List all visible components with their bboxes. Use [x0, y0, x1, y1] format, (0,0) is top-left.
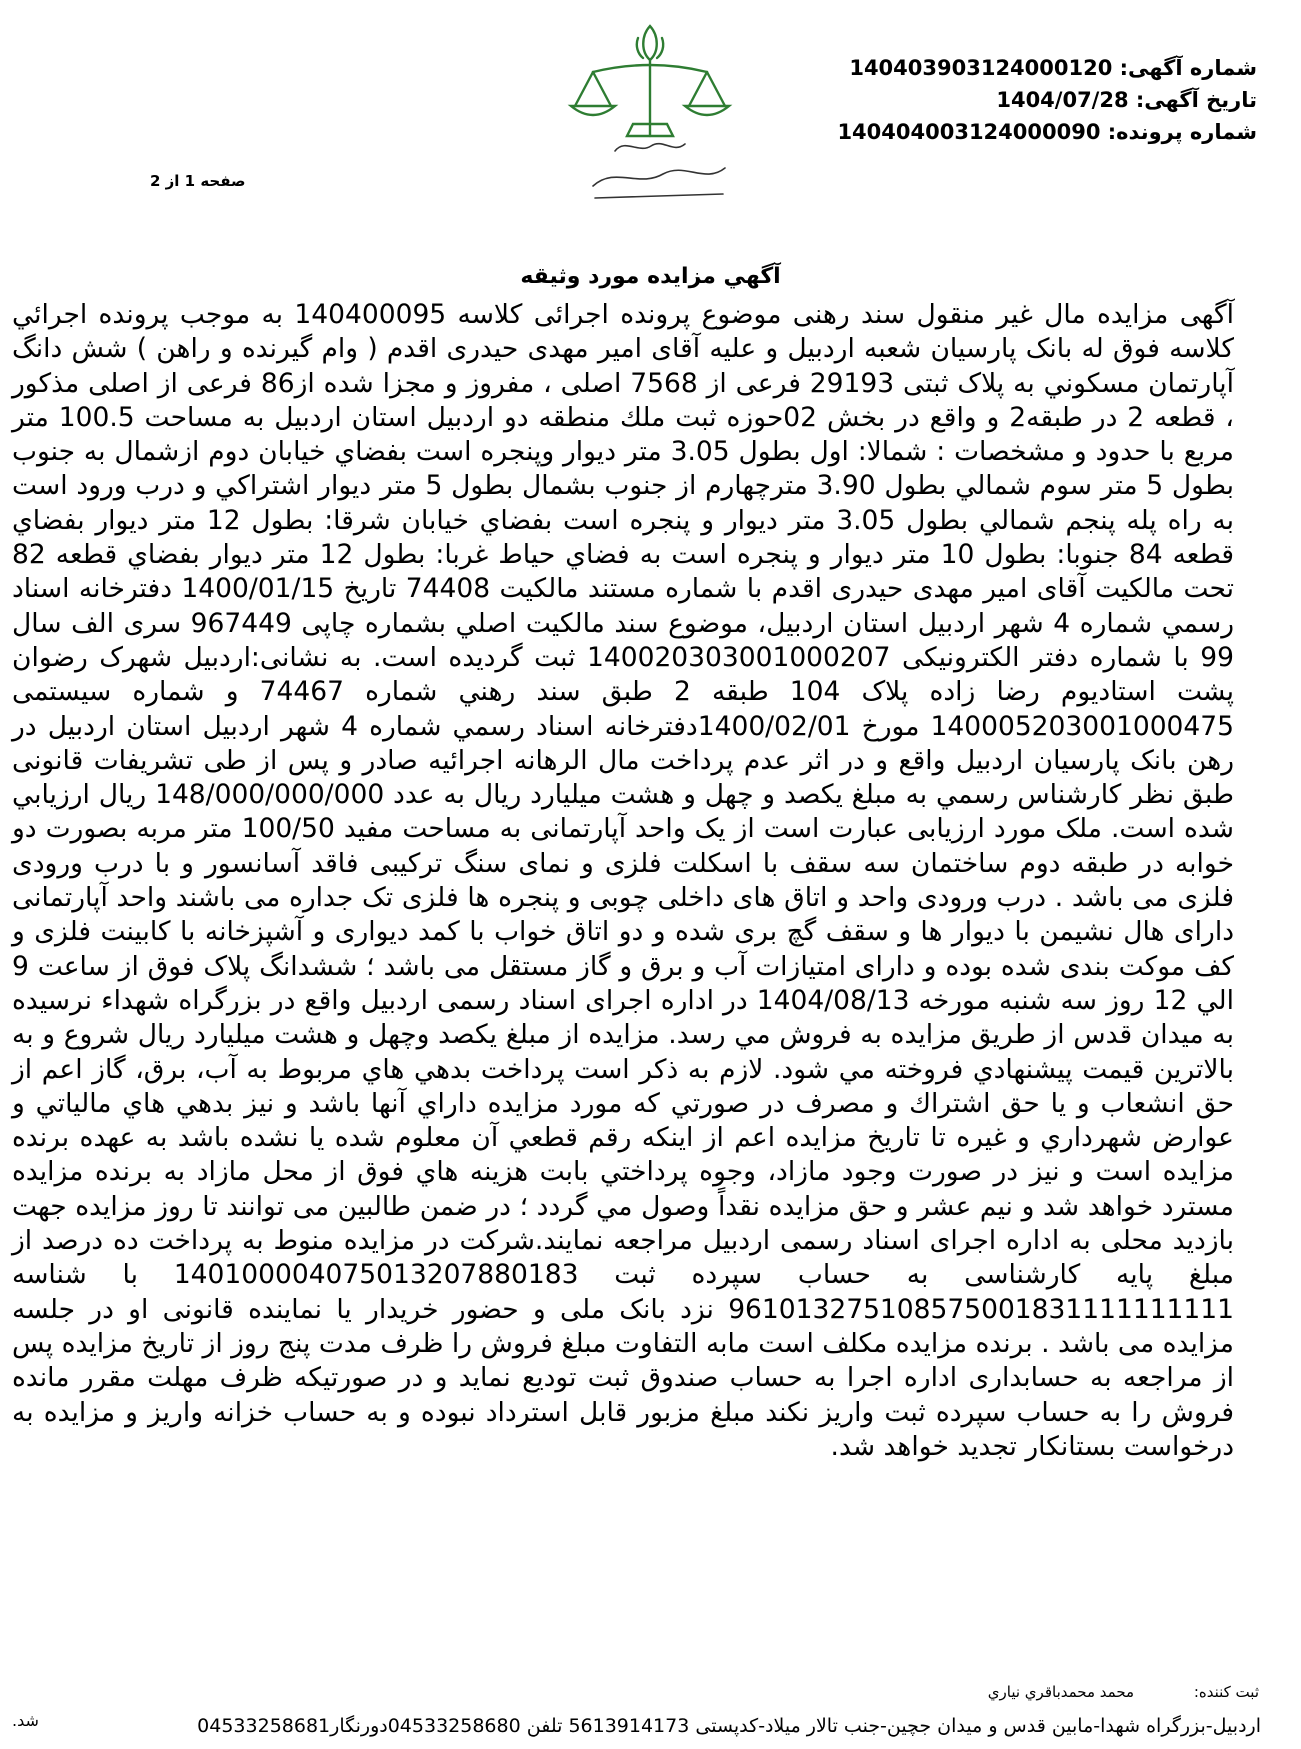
- body-paragraph: آگهی مزایده مال غیر منقول سند رهنی موضوع پرونده اجرائی کلاسه 140400095 به موجب پرونده اجرائي كلاسه فوق له بانک پارسیان شعبه اردبیل و علیه آقای امیر مهدی حیدری اقدم ( وام گیرنده و راهن ) شش دانگ آپارتمان مسکوني به پلاک ثبتی 29193 فرعی از 7568 اصلی ، مفروز و مجزا شده از86 فرعی از اصلی مذکور ، قطعه 2 در طبقه2 و واقع در بخش 02حوزه ثبت ملك منطقه دو اردبيل استان اردبيل به مساحت 100.5 متر مربع با حدود و مشخصات : شمالا: اول بطول 3.05 متر ديوار وپنجره است بفضاي خيابان دوم ازشمال به جنوب بطول 5 متر سوم شمالي بطول 3.90 مترچهارم از جنوب بشمال بطول 5 متر ديوار اشتراكي و درب ورود است به راه پله پنجم شمالي بطول 3.05 متر ديوار و پنجره است بفضاي خيابان شرقا: بطول 12 متر ديوار بفضاي قطعه 84 جنوبا: بطول 10 متر ديوار و پنجره است به فضاي حياط غربا: بطول 12 متر ديوار بفضاي قطعه 82 تحت مالكيت آقای امیر مهدی حیدری اقدم با شماره مستند مالکیت 74408 تاریخ 1400/01/15 دفترخانه اسناد رسمي شماره 4 شهر اردبيل استان اردبيل، موضوع سند مالكيت اصلي بشماره چاپی 967449 سری الف سال 99 با شماره دفتر الکترونیکی 140020303001000207 ثبت گردیده است. به نشانی:اردبيل شهرک رضوان پشت استاديوم رضا زاده پلاک 104 طبقه 2 طبق سند رهني شماره 74467 و شماره سیستمی 140005203001000475 مورخ 1400/02/01دفترخانه اسناد رسمي شماره 4 شهر اردبيل استان اردبيل در رهن بانک پارسیان اردبیل واقع و در اثر عدم پرداخت مال الرهانه اجرائيه صادر و پس از طی تشريفات قانونی طبق نظر كارشناس رسمي به مبلغ یکصد و چهل و هشت میلیارد ریال به عدد 148/000/000/000 ريال ارزيابي شده است. ملک مورد ارزیابی عبارت است از یک واحد آپارتمانی به مساحت مفید 100/50 متر مربه بصورت دو خوابه در طبقه دوم ساختمان سه سقف با اسکلت فلزی و نمای سنگ ترکیبی فاقد آسانسور و با درب ورودی فلزی می باشد . درب ورودی واحد و اتاق های داخلی چوبی و پنجره ها فلزی تک جداره می باشند واحد آپارتمانی دارای هال نشیمن با دیوار ها و سقف گچ بری شده و دو اتاق خواب با کمد دیواری و آشپزخانه با کابینت فلزی و کف موکت بندی شده بوده و دارای امتیازات آب و برق و گاز مستقل می باشد ؛ ششدانگ پلاک فوق از ساعت 9 الي 12 روز سه شنبه مورخه 1404/08/13 در اداره اجرای اسناد رسمی اردبیل واقع در بزرگراه شهداء نرسیده به میدان قدس از طريق مزايده به فروش مي رسد. مزایده از مبلغ یکصد وچهل و هشت میلیارد ریال شروع و به بالاترين قيمت پيشنهادي فروخته مي شود. لازم به ذكر است پرداخت بدهي هاي مربوط به آب، برق، گاز اعم از حق انشعاب و يا حق اشتراك و مصرف در صورتي كه مورد مزايده داراي آنها باشد و نيز بدهي هاي مالياتي و عوارض شهرداري و غيره تا تاريخ مزايده اعم از اينكه رقم قطعي آن معلوم شده يا نشده باشد به عهده برنده مزايده است و نيز در صورت وجود مازاد، وجوه پرداختي بابت هزينه هاي فوق از محل مازاد به برنده مزايده مسترد خواهد شد و نیم عشر و حق مزایده نقداً وصول مي گردد ؛ در ضمن طالبين می توانند تا روز مزایده جهت بازديد محلی به اداره اجرای اسناد رسمی اردبیل مراجعه نمایند.شرکت در مزایده منوط به پرداخت ده درصد از مبلغ پایه کارشناسی به حساب سپرده ثبت 140100004075013207880183 با شناسه 961013275108575001831111111111 نزد بانک ملی و حضور خریدار یا نماینده قانونی او در جلسه مزایده می باشد . برنده مزایده مکلف است مابه التفاوت مبلغ فروش را ظرف مدت پنج روز از تاریخ مزایده پس از مراجعه به حسابداری اداره اجرا به حساب صندوق ثبت تودیع نماید و در صورتیکه ظرف مهلت مقرر مانده فروش را به حساب سپرده ثبت واریز نکند مبلغ مزبور قابل استرداد نبوده و به حساب خزانه واریز و مزایده به درخواست بستانکار تجدید خواهد شد.: [12, 299, 1235, 1462]
- notice-number: 140403903124000120: [849, 56, 1113, 80]
- notice-number-row: [797, 52, 1257, 84]
- notice-date: 1404/07/28: [996, 88, 1129, 112]
- page-indicator: صفحه 1 از 2: [150, 172, 246, 190]
- scales-of-justice-icon: [535, 8, 765, 213]
- footer-address: اردبیل-بزرگراه شهدا-مابین قدس و میدان جچین-جنب تالار میلاد-کدپستی 5613914173 تلفن 04533258680دورنگار04533258681: [197, 1715, 1261, 1737]
- file-number: 140404003124000090: [837, 120, 1101, 144]
- document-body: [12, 298, 1234, 1464]
- file-number-label: شماره پرونده:: [1107, 120, 1257, 144]
- body-overflow-fragment: شد.: [12, 1711, 39, 1730]
- registrar-name: محمد محمدباقري نياري: [987, 1683, 1135, 1701]
- notice-date-row: [797, 84, 1257, 116]
- notice-date-label: تاریخ آگهی:: [1135, 88, 1257, 112]
- notice-metadata: [797, 52, 1257, 148]
- document-title: آگهي مزايده مورد وثيقه: [520, 264, 781, 289]
- registrar-line: [988, 1683, 1259, 1701]
- notice-number-label: شماره آگهی:: [1119, 56, 1257, 80]
- judiciary-emblem-logo: [535, 8, 765, 213]
- registrar-label: ثبت کننده:: [1193, 1683, 1259, 1701]
- file-number-row: [797, 116, 1257, 148]
